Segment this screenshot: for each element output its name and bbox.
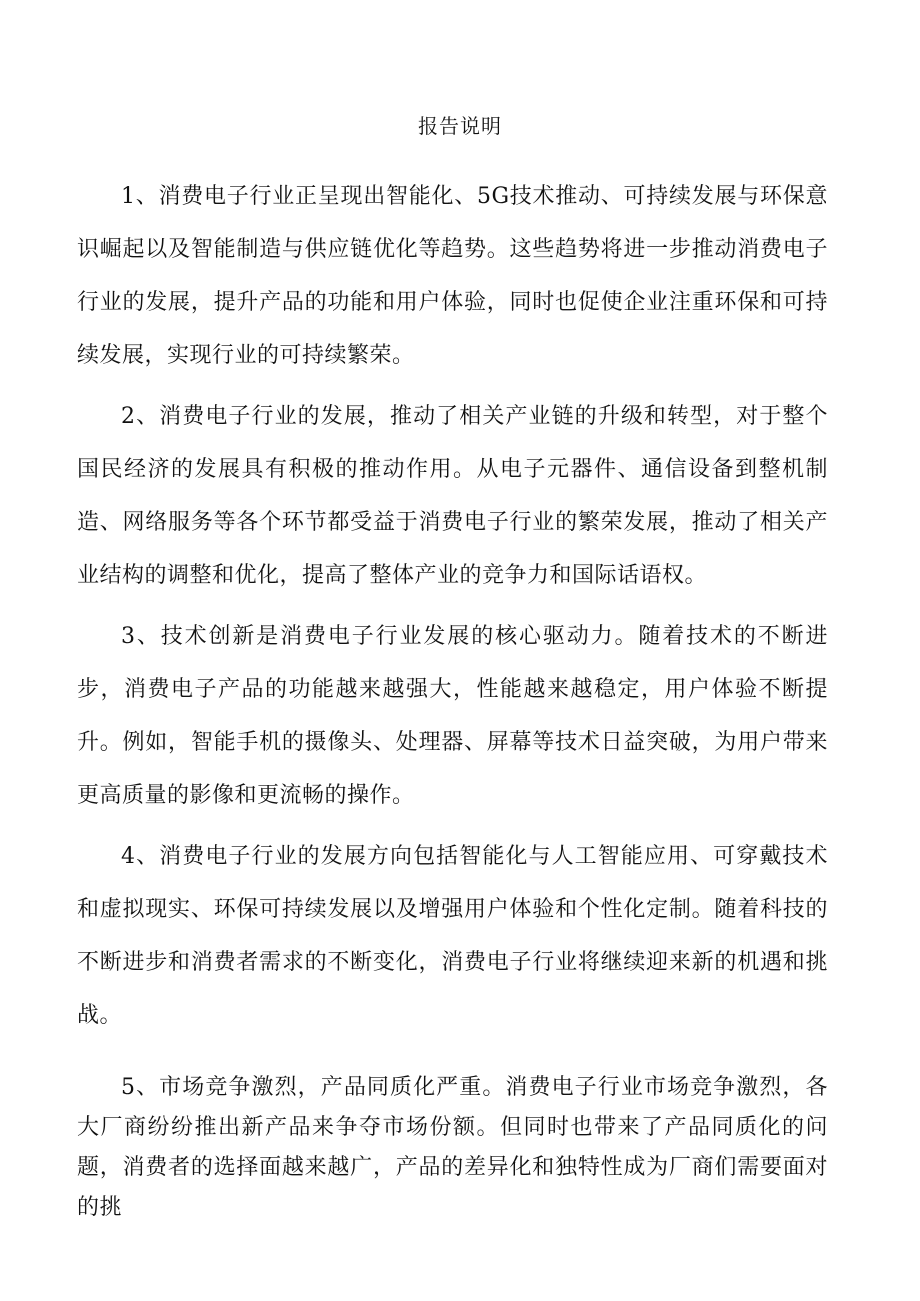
paragraph-2: 2、消费电子行业的发展，推动了相关产业链的升级和转型，对于整个国民经济的发展具有积极的推动作用。从电子元器件、通信设备到整机制造、网络服务等各个环节都受益于消费电子行业的繁荣发展，推动了相关产业结构的调整和优化，提高了整体产业的竞争力和国际话语权。 [77, 404, 828, 588]
paragraph-3: 3、技术创新是消费电子行业发展的核心驱动力。随着技术的不断进步，消费电子产品的功能越来越强大，性能越来越稳定，用户体验不断提升。例如，智能手机的摄像头、处理器、屏幕等技术日益突破，为用户带来更高质量的影像和更流畅的操作。 [77, 624, 828, 808]
page-title: 报告说明 [418, 114, 502, 138]
paragraph-1: 1、消费电子行业正呈现出智能化、5G技术推动、可持续发展与环保意识崛起以及智能制造与供应链优化等趋势。这些趋势将进一步推动消费电子行业的发展，提升产品的功能和用户体验，同时也促使企业注重环保和可持续发展，实现行业的可持续繁荣。 [77, 184, 828, 368]
paragraph-5: 5、市场竞争激烈，产品同质化严重。消费电子行业市场竞争激烈，各大厂商纷纷推出新产品来争夺市场份额。但同时也带来了产品同质化的问题，消费者的选择面越来越广，产品的差异化和独特性成为厂商们需要面对的挑 [77, 1075, 828, 1220]
paragraph-4: 4、消费电子行业的发展方向包括智能化与人工智能应用、可穿戴技术和虚拟现实、环保可持续发展以及增强用户体验和个性化定制。随着科技的不断进步和消费者需求的不断变化，消费电子行业将继续迎来新的机遇和挑战。 [77, 844, 828, 1028]
